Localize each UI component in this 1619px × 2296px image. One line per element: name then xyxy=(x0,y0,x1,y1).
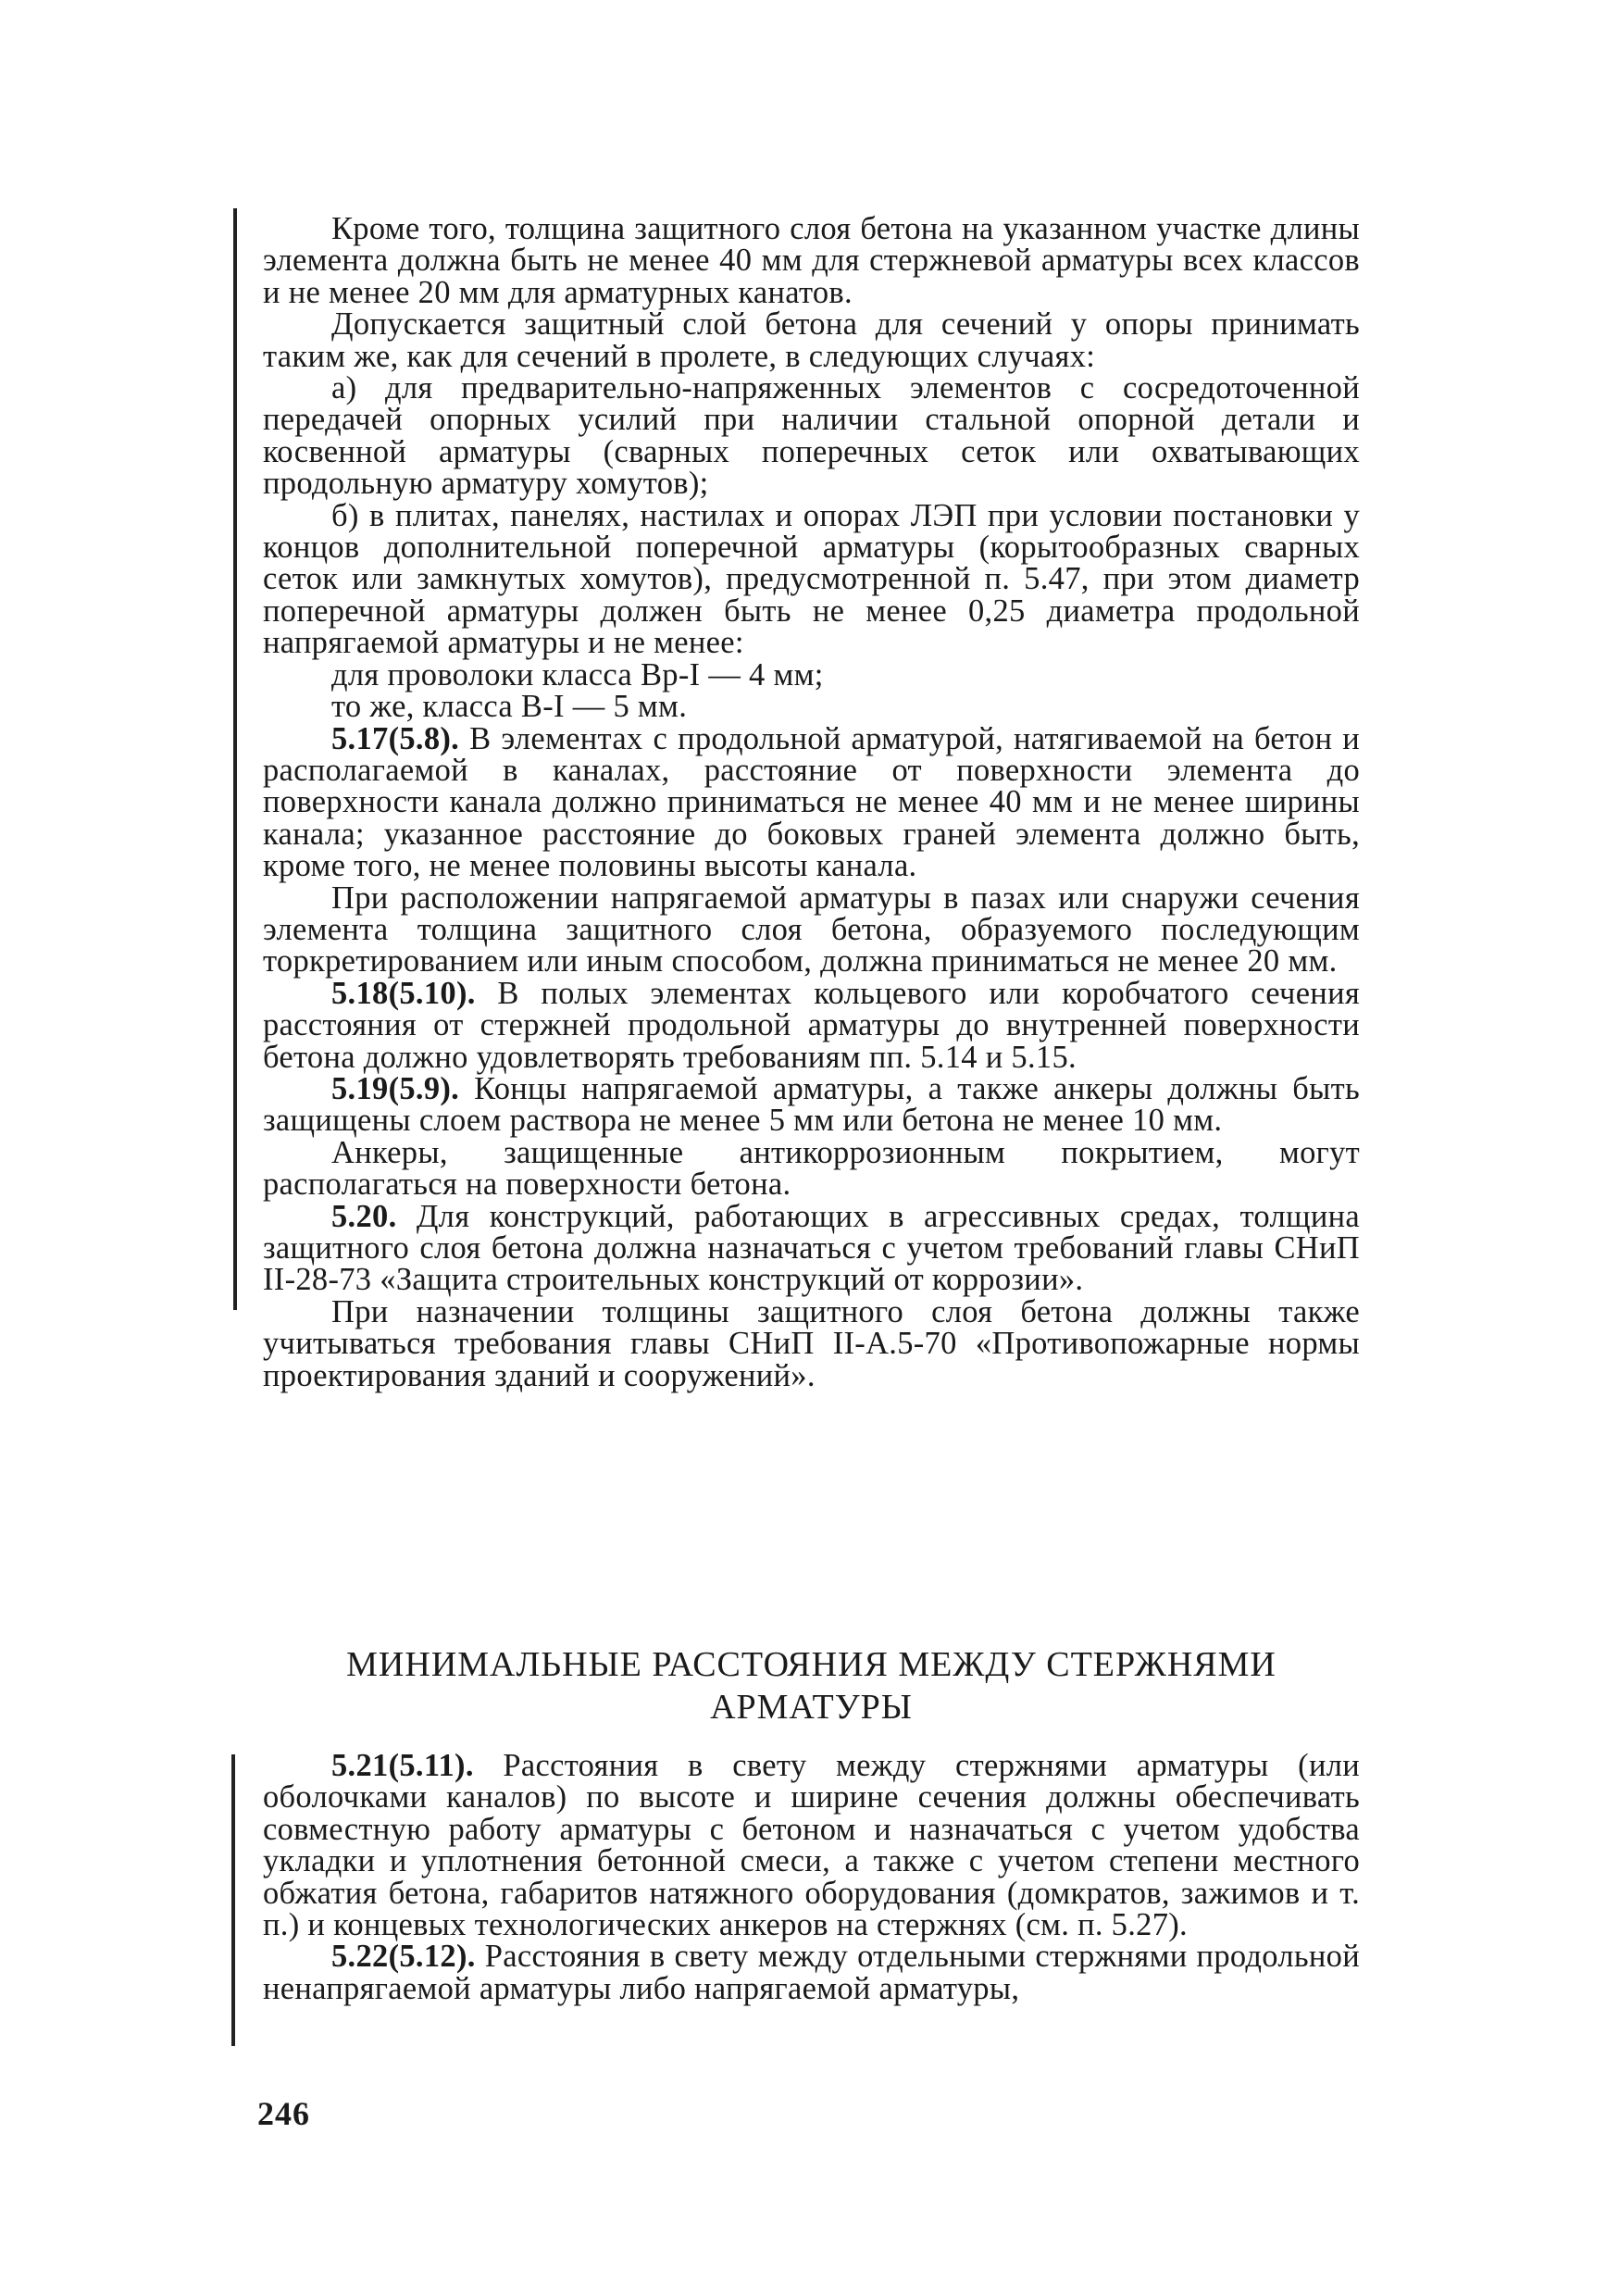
section-text: Расстояния в свету между отдельными стержнями продольной ненапрягаемой арматуры либо напрягаемой арматуры, xyxy=(263,1939,1360,2006)
section-text: Концы напрягаемой арматуры, а также анкеры должны быть защищены слоем раствора не менее 5 мм или бетона не менее 10 мм. xyxy=(263,1070,1360,1139)
section-number: 5.20. xyxy=(331,1198,397,1234)
section-5-17 xyxy=(263,720,1360,884)
wire-class-line-1: для проволоки класса Вр-I — 4 мм; xyxy=(331,656,824,693)
heading-line-2: АРМАТУРЫ xyxy=(710,1688,913,1727)
bottom-text-block xyxy=(263,1750,1360,2004)
section-number: 5.21(5.11). xyxy=(331,1748,474,1783)
section-text: Для конструкций, работающих в агрессивных средах, толщина защитного слоя бетона должна назначаться с учетом требований главы СНиП II-28-73 «Защита строительных конструкций от коррозии». xyxy=(263,1198,1360,1298)
paragraph-anchors: Анкеры, защищенные антикоррозионным покрытием, могут располагаться на поверхности бетона. xyxy=(263,1134,1360,1203)
list-item-b: б) в плитах, панелях, настилах и опорах ЛЭП при условии постановки у концов дополнительной поперечной арматуры (корытообразных сварных сеток или замкнутых хомутов), предусмотренной п. 5.47, при этом диаметр поперечной арматуры должен быть не менее 0,25 диаметра продольной напрягаемой арматуры и не менее: xyxy=(263,497,1360,661)
margin-change-bar xyxy=(231,1754,235,2046)
section-number: 5.17(5.8). xyxy=(331,720,460,756)
section-number: 5.18(5.10). xyxy=(331,975,476,1011)
margin-change-bar xyxy=(233,208,237,1310)
section-5-20 xyxy=(263,1198,1360,1298)
top-text-block xyxy=(263,213,1360,1391)
page-number: 246 xyxy=(257,2095,310,2132)
section-text: В полых элементах кольцевого или коробчатого сечения расстояния от стержней продольной арматуры до внутренней поверхности бетона должно удовлетворять требованиям пп. 5.14 и 5.15. xyxy=(263,975,1360,1075)
section-5-18 xyxy=(263,975,1360,1075)
heading-line-1: МИНИМАЛЬНЫЕ РАССТОЯНИЯ МЕЖДУ СТЕРЖНЯМИ xyxy=(346,1645,1277,1684)
section-5-22 xyxy=(263,1940,1360,2004)
paragraph-outside-reinforcement: При расположении напрягаемой арматуры в пазах или снаружи сечения элемента толщина защитного слоя бетона, образуемого последующим торкретированием или иным способом, должна приниматься не менее 20 мм. xyxy=(263,880,1360,980)
section-text: Расстояния в свету между стержнями арматуры (или оболочками каналов) по высоте и ширине сечения должны обеспечивать совместную работу арматуры с бетоном и назначаться с учетом удобства укладки и уплотнения бетонной смеси, а также с учетом степени местного обжатия бетона, габаритов натяжного оборудования (домкратов, зажимов и т. п.) и концевых технологических анкеров на стержнях (см. п. 5.27). xyxy=(263,1748,1360,1943)
section-5-21 xyxy=(263,1748,1360,1943)
list-item-a: а) для предварительно-напряженных элементов с сосредоточенной передачей опорных усилий при наличии стальной опорной детали и косвенной арматуры (сварных поперечных сеток или охватывающих продольную арматуру хомутов); xyxy=(263,370,1360,502)
wire-class-line-2: то же, класса В-I — 5 мм. xyxy=(331,689,688,725)
paragraph-cover-thickness: Кроме того, толщина защитного слоя бетона на указанном участке длины элемента должна быть не менее 40 мм для стержневой арматуры всех классов и не менее 20 мм для арматурных канатов. xyxy=(263,211,1360,310)
paragraph-fire-requirements: При назначении толщины защитного слоя бетона должны также учитываться требования главы СНиП II-А.5-70 «Противопожарные нормы проектирования зданий и сооружений». xyxy=(263,1293,1360,1393)
section-5-19 xyxy=(263,1070,1360,1139)
section-number: 5.22(5.12). xyxy=(331,1939,476,1975)
section-text: В элементах с продольной арматурой, натягиваемой на бетон и располагаемой в каналах, расстояние от поверхности элемента до поверхности канала должно приниматься не менее 40 мм и не менее ширины канала; указанное расстояние до боковых граней элемента должно быть, кроме того, не менее половины высоты канала. xyxy=(263,720,1360,884)
paragraph-support-cover: Допускается защитный слой бетона для сечений у опоры принимать таким же, как для сечений в пролете, в следующих случаях: xyxy=(263,306,1360,374)
section-heading xyxy=(263,1643,1360,1728)
section-number: 5.19(5.9). xyxy=(331,1070,460,1106)
